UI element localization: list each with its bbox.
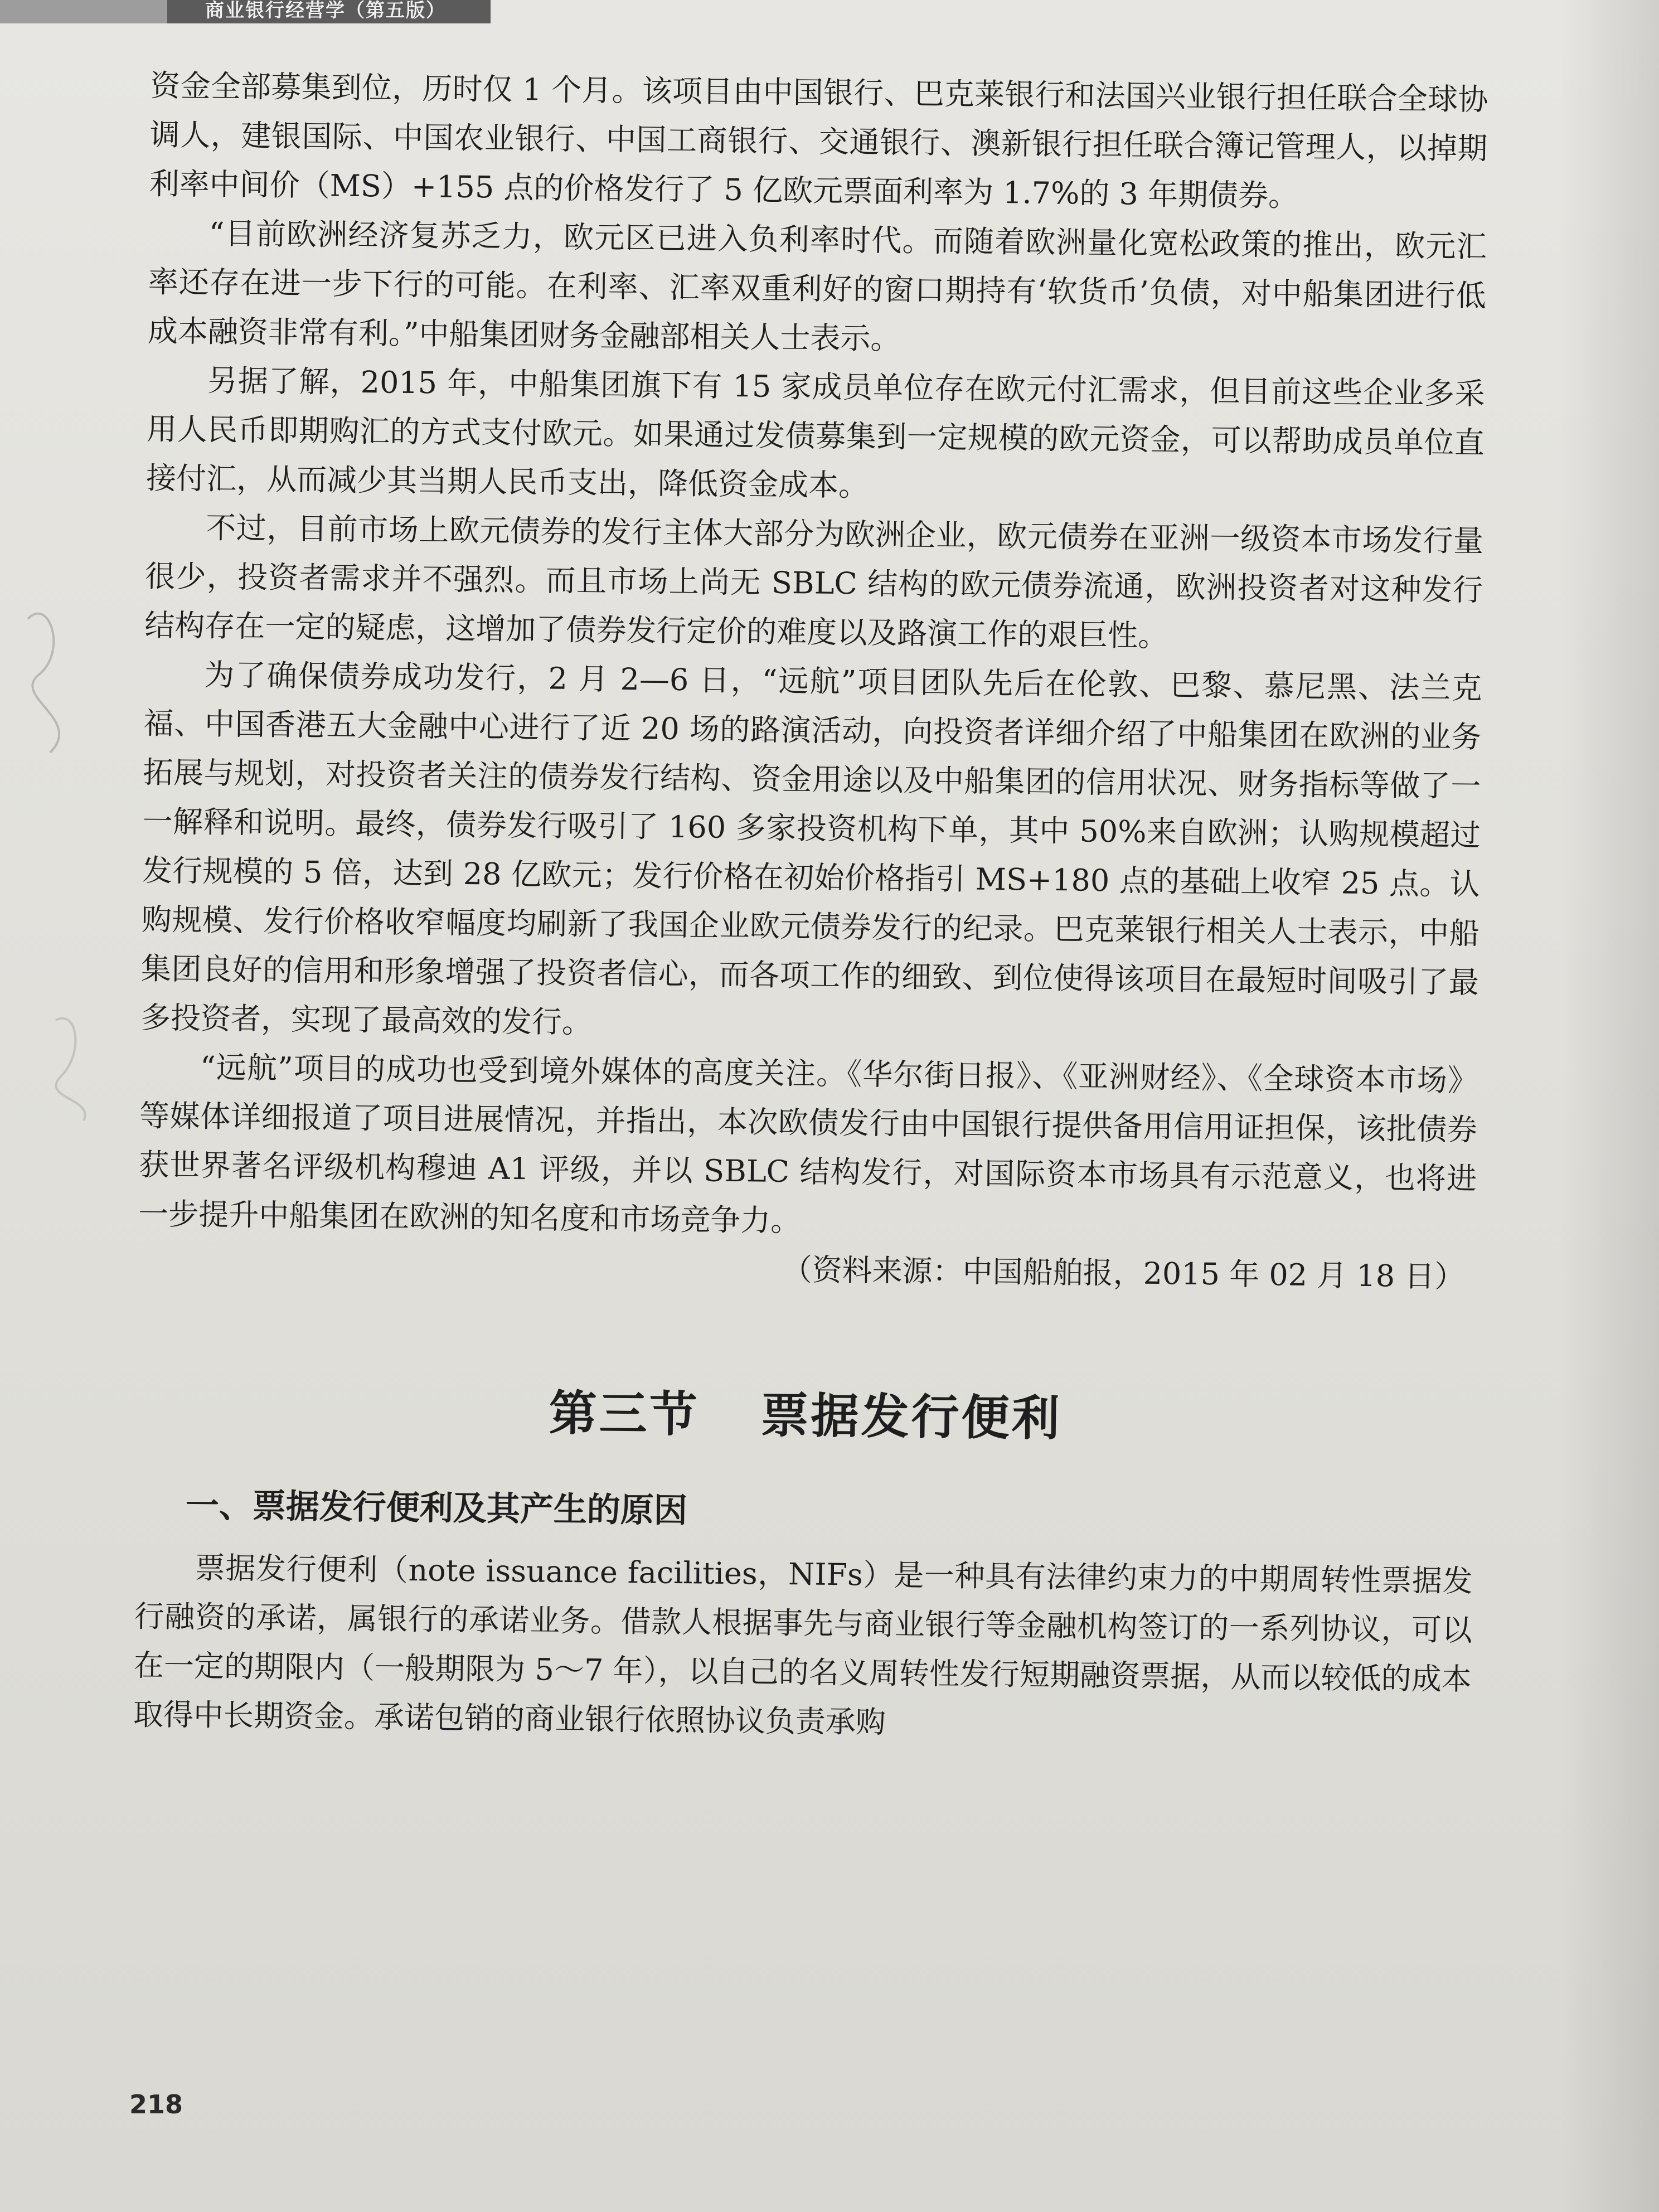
subsection-heading: 一、票据发行便利及其产生的原因 xyxy=(185,1486,688,1531)
body-paragraph-5: 为了确保债券成功发行，2 月 2—6 日，“远航”项目团队先后在伦敦、巴黎、慕尼黑、法兰克福、中国香港五大金融中心进行了近 20 场的路演活动，向投资者详细介绍了中船集团在欧洲的业务拓展与规划，对投资者关注的债券发行结构、资金用途以及中船集团的信用状况、财务指标等做了一一解释和说明。最终，债券发行吸引了 160 多家投资机构下单，其中 50%来自欧洲；认购规模超过发行规模的 5 倍，达到 28 亿欧元；发行价格在初始价格指引 MS+180 点的基础上收窄 25 点。认购规模、发行价格收窄幅度均刷新了我国企业欧元债券发行的纪录。巴克莱银行相关人士表示，中船集团良好的信用和形象增强了投资者信心，而各项工作的细致、到位使得该项目在最短时间吸引了最多投资者，实现了最高效的发行。 xyxy=(140,657,1482,1040)
page-edge-shadow xyxy=(1559,0,1659,2212)
section-number: 第三节 xyxy=(549,1385,700,1443)
section-heading xyxy=(136,1370,1474,1453)
book-title: 商业银行经营学（第五版） xyxy=(205,0,446,22)
section-title: 票据发行便利 xyxy=(760,1388,1063,1447)
page-content xyxy=(133,61,1488,1753)
body-paragraph-7: 票据发行便利（note issuance facilities，NIFs）是一种具有法律约束力的中期周转性票据发行融资的承诺，属银行的承诺业务。借款人根据事先与商业银行等金融机构签订的一系列协议，可以在一定的期限内（一般期限为 5～7 年），以自己的名义周转性发行短期融资票据，从而以较低的成本取得中长期资金。承诺包销的商业银行依照协议负责承购 xyxy=(133,1550,1473,1740)
pencil-scribble xyxy=(17,585,128,1143)
header-accent xyxy=(0,0,167,23)
body-paragraph-6: “远航”项目的成功也受到境外媒体的高度关注。《华尔街日报》、《亚洲财经》、《全球资本市场》等媒体详细报道了项目进展情况，并指出，本次欧债发行由中国银行提供备用信用证担保，该批债券获世界著名评级机构穆迪 A1 评级，并以 SBLC 结构发行，对国际资本市场具有示范意义，也将进一步提升中船集团在欧洲的知名度和市场竞争力。 xyxy=(138,1050,1478,1239)
body-paragraph-1: 资金全部募集到位，历时仅 1 个月。该项目由中国银行、巴克莱银行和法国兴业银行担任联合全球协调人，建银国际、中国农业银行、中国工商银行、交通银行、澳新银行担任联合簿记管理人，以掉期利率中间价（MS）+155 点的价格发行了 5 亿欧元票面利率为 1.7%的 3 年期债券。 xyxy=(149,67,1488,214)
page-number: 218 xyxy=(129,2089,183,2119)
body-paragraph-2: “目前欧洲经济复苏乏力，欧元区已进入负利率时代。而随着欧洲量化宽松政策的推出，欧元汇率还存在进一步下行的可能。在利率、汇率双重利好的窗口期持有‘软货币’负债，对中船集团进行低成本融资非常有利。”中船集团财务金融部相关人士表示。 xyxy=(147,216,1487,357)
body-paragraph-4: 不过，目前市场上欧元债券的发行主体大部分为欧洲企业，欧元债券在亚洲一级资本市场发行量很少，投资者需求并不强烈。而且市场上尚无 SBLC 结构的欧元债券流通，欧洲投资者对这种发行结构存在一定的疑虑，这增加了债券发行定价的难度以及路演工作的艰巨性。 xyxy=(144,510,1484,654)
running-header xyxy=(0,0,491,23)
source-note: （资料来源：中国船舶报，2015 年 02 月 18 日） xyxy=(782,1251,1465,1294)
body-paragraph-3: 另据了解，2015 年，中船集团旗下有 15 家成员单位存在欧元付汇需求，但目前这些企业多采用人民币即期购汇的方式支付欧元。如果通过发债募集到一定规模的欧元资金，可以帮助成员单位直接付汇，从而减少其当期人民币支出，降低资金成本。 xyxy=(145,363,1486,503)
